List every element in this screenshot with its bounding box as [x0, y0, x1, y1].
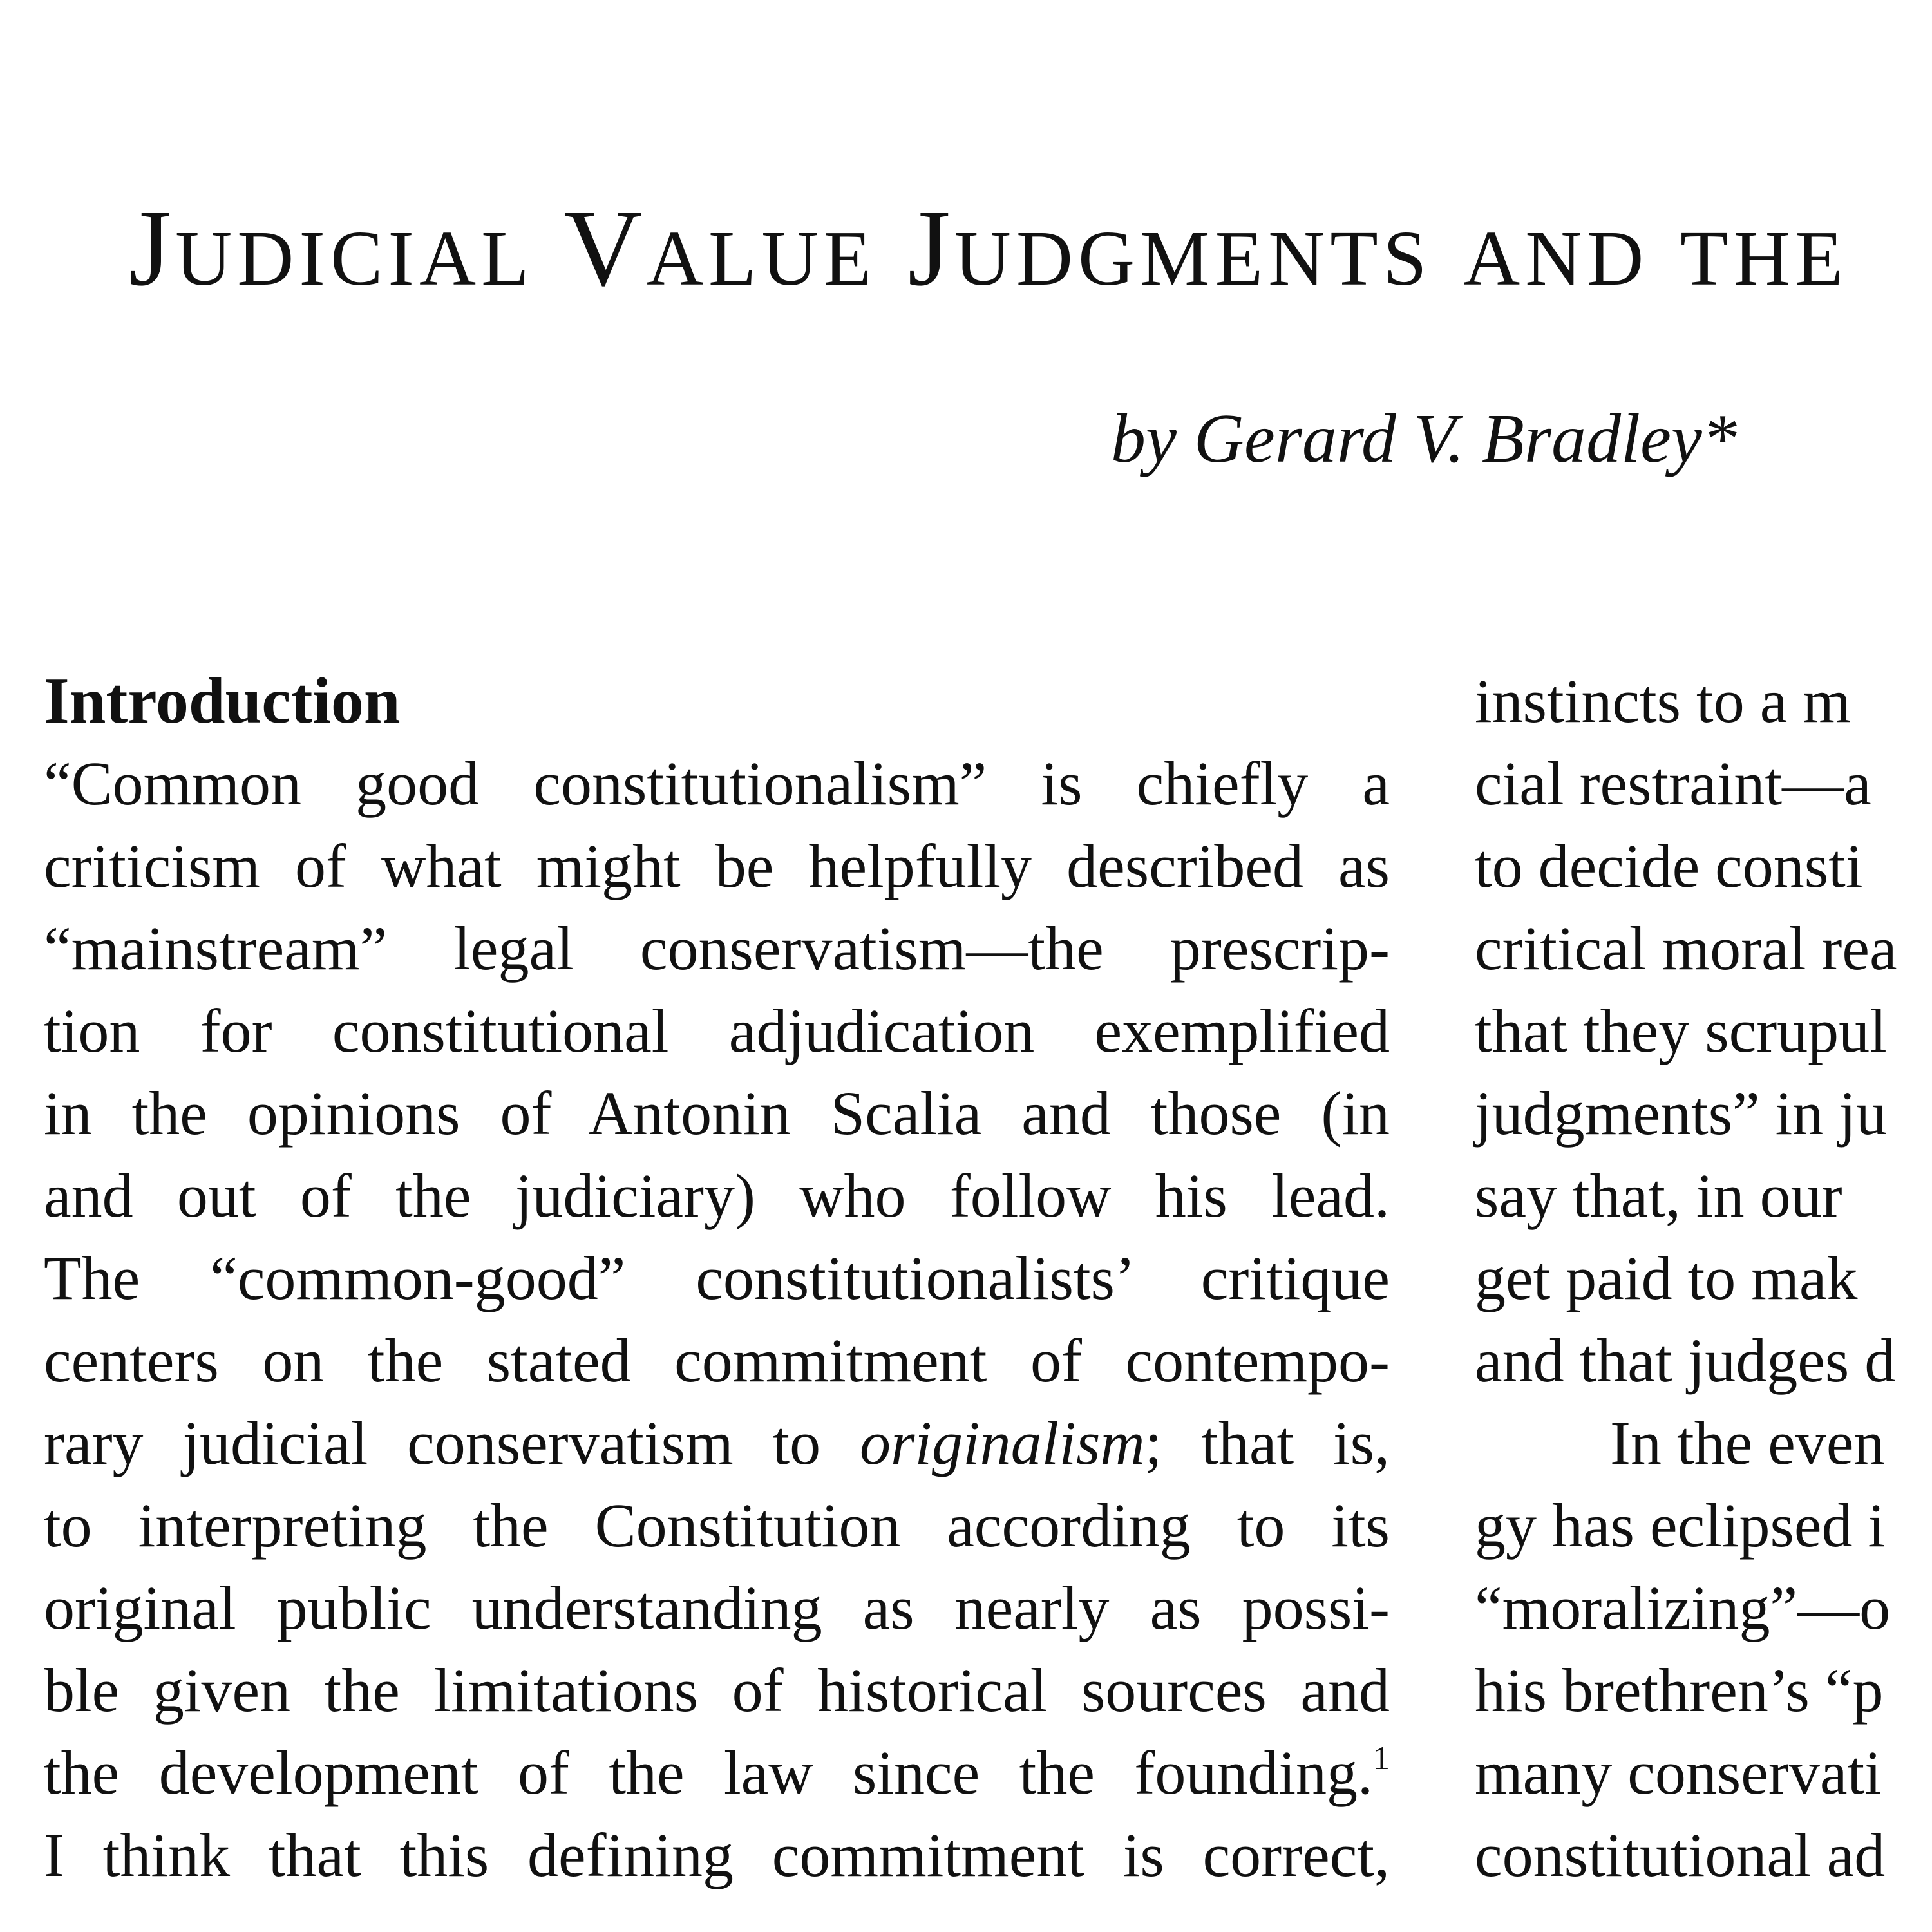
body-line: “mainstream” legal conservatism—the prescrip- — [44, 914, 1390, 983]
left-column — [44, 660, 1390, 1897]
body-line: cial restraint—a — [1475, 749, 1871, 818]
author-byline: by Gerard V. Bradley* — [1111, 401, 1737, 477]
body-line: “Common good constitutionalism” is chiefly a — [44, 749, 1390, 818]
body-line: gy has eclipsed i — [1475, 1491, 1886, 1560]
body-line: to decide consti — [1475, 831, 1863, 900]
body-line: judgments” in ju — [1475, 1079, 1887, 1148]
right-column — [1475, 660, 1932, 1897]
title-word-1: JUDICIAL — [129, 187, 535, 308]
body-line-footnote: the development of the law since the founding.$^1$ — [44, 1738, 1390, 1807]
body-line: to interpreting the Constitution according to its — [44, 1491, 1390, 1560]
body-line: critical moral rea — [1475, 914, 1897, 983]
body-line-paragraph-start: In the even — [1610, 1408, 1885, 1477]
body-line: say that, in our — [1475, 1161, 1842, 1230]
body-line: many conservati — [1475, 1738, 1882, 1807]
body-line: criticism of what might be helpfully described as — [44, 831, 1390, 900]
body-line: I think that this defining commitment is correct, — [44, 1821, 1390, 1889]
body-line: and that judges d — [1475, 1326, 1896, 1395]
body-line: original public understanding as nearly as possi- — [44, 1573, 1390, 1642]
emphasis-originalism: originalism — [859, 1408, 1145, 1477]
section-heading-introduction: Introduction — [44, 665, 401, 737]
body-line: and out of the judiciary) who follow his lead. — [44, 1161, 1390, 1230]
article-title — [129, 187, 1849, 308]
body-line: instincts to a m — [1475, 667, 1851, 735]
body-line: The “common-good” constitutionalists’ critique — [44, 1244, 1390, 1312]
title-word-4: AND — [1463, 215, 1649, 302]
body-line: ble given the limitations of historical sources and — [44, 1656, 1390, 1725]
body-line: get paid to mak — [1475, 1244, 1858, 1312]
body-line: constitutional ad — [1475, 1821, 1886, 1889]
title-word-3: JUDGMENTS — [907, 187, 1432, 308]
body-line: that they scrupul — [1475, 996, 1887, 1065]
body-line: in the opinions of Antonin Scalia and those (in — [44, 1079, 1390, 1148]
body-line: tion for constitutional adjudication exemplified — [44, 996, 1390, 1065]
title-word-2: VALUE — [564, 187, 877, 308]
body-line: his brethren’s “p — [1475, 1656, 1884, 1725]
body-line: centers on the stated commitment of contempo- — [44, 1326, 1390, 1395]
body-line-originalism: rary judicial conservatism to originalism; that is, — [44, 1408, 1390, 1477]
title-word-5: THE — [1680, 215, 1849, 302]
footnote-marker[interactable]: 1 — [1373, 1740, 1390, 1777]
body-line: “moralizing”—o — [1475, 1573, 1891, 1642]
